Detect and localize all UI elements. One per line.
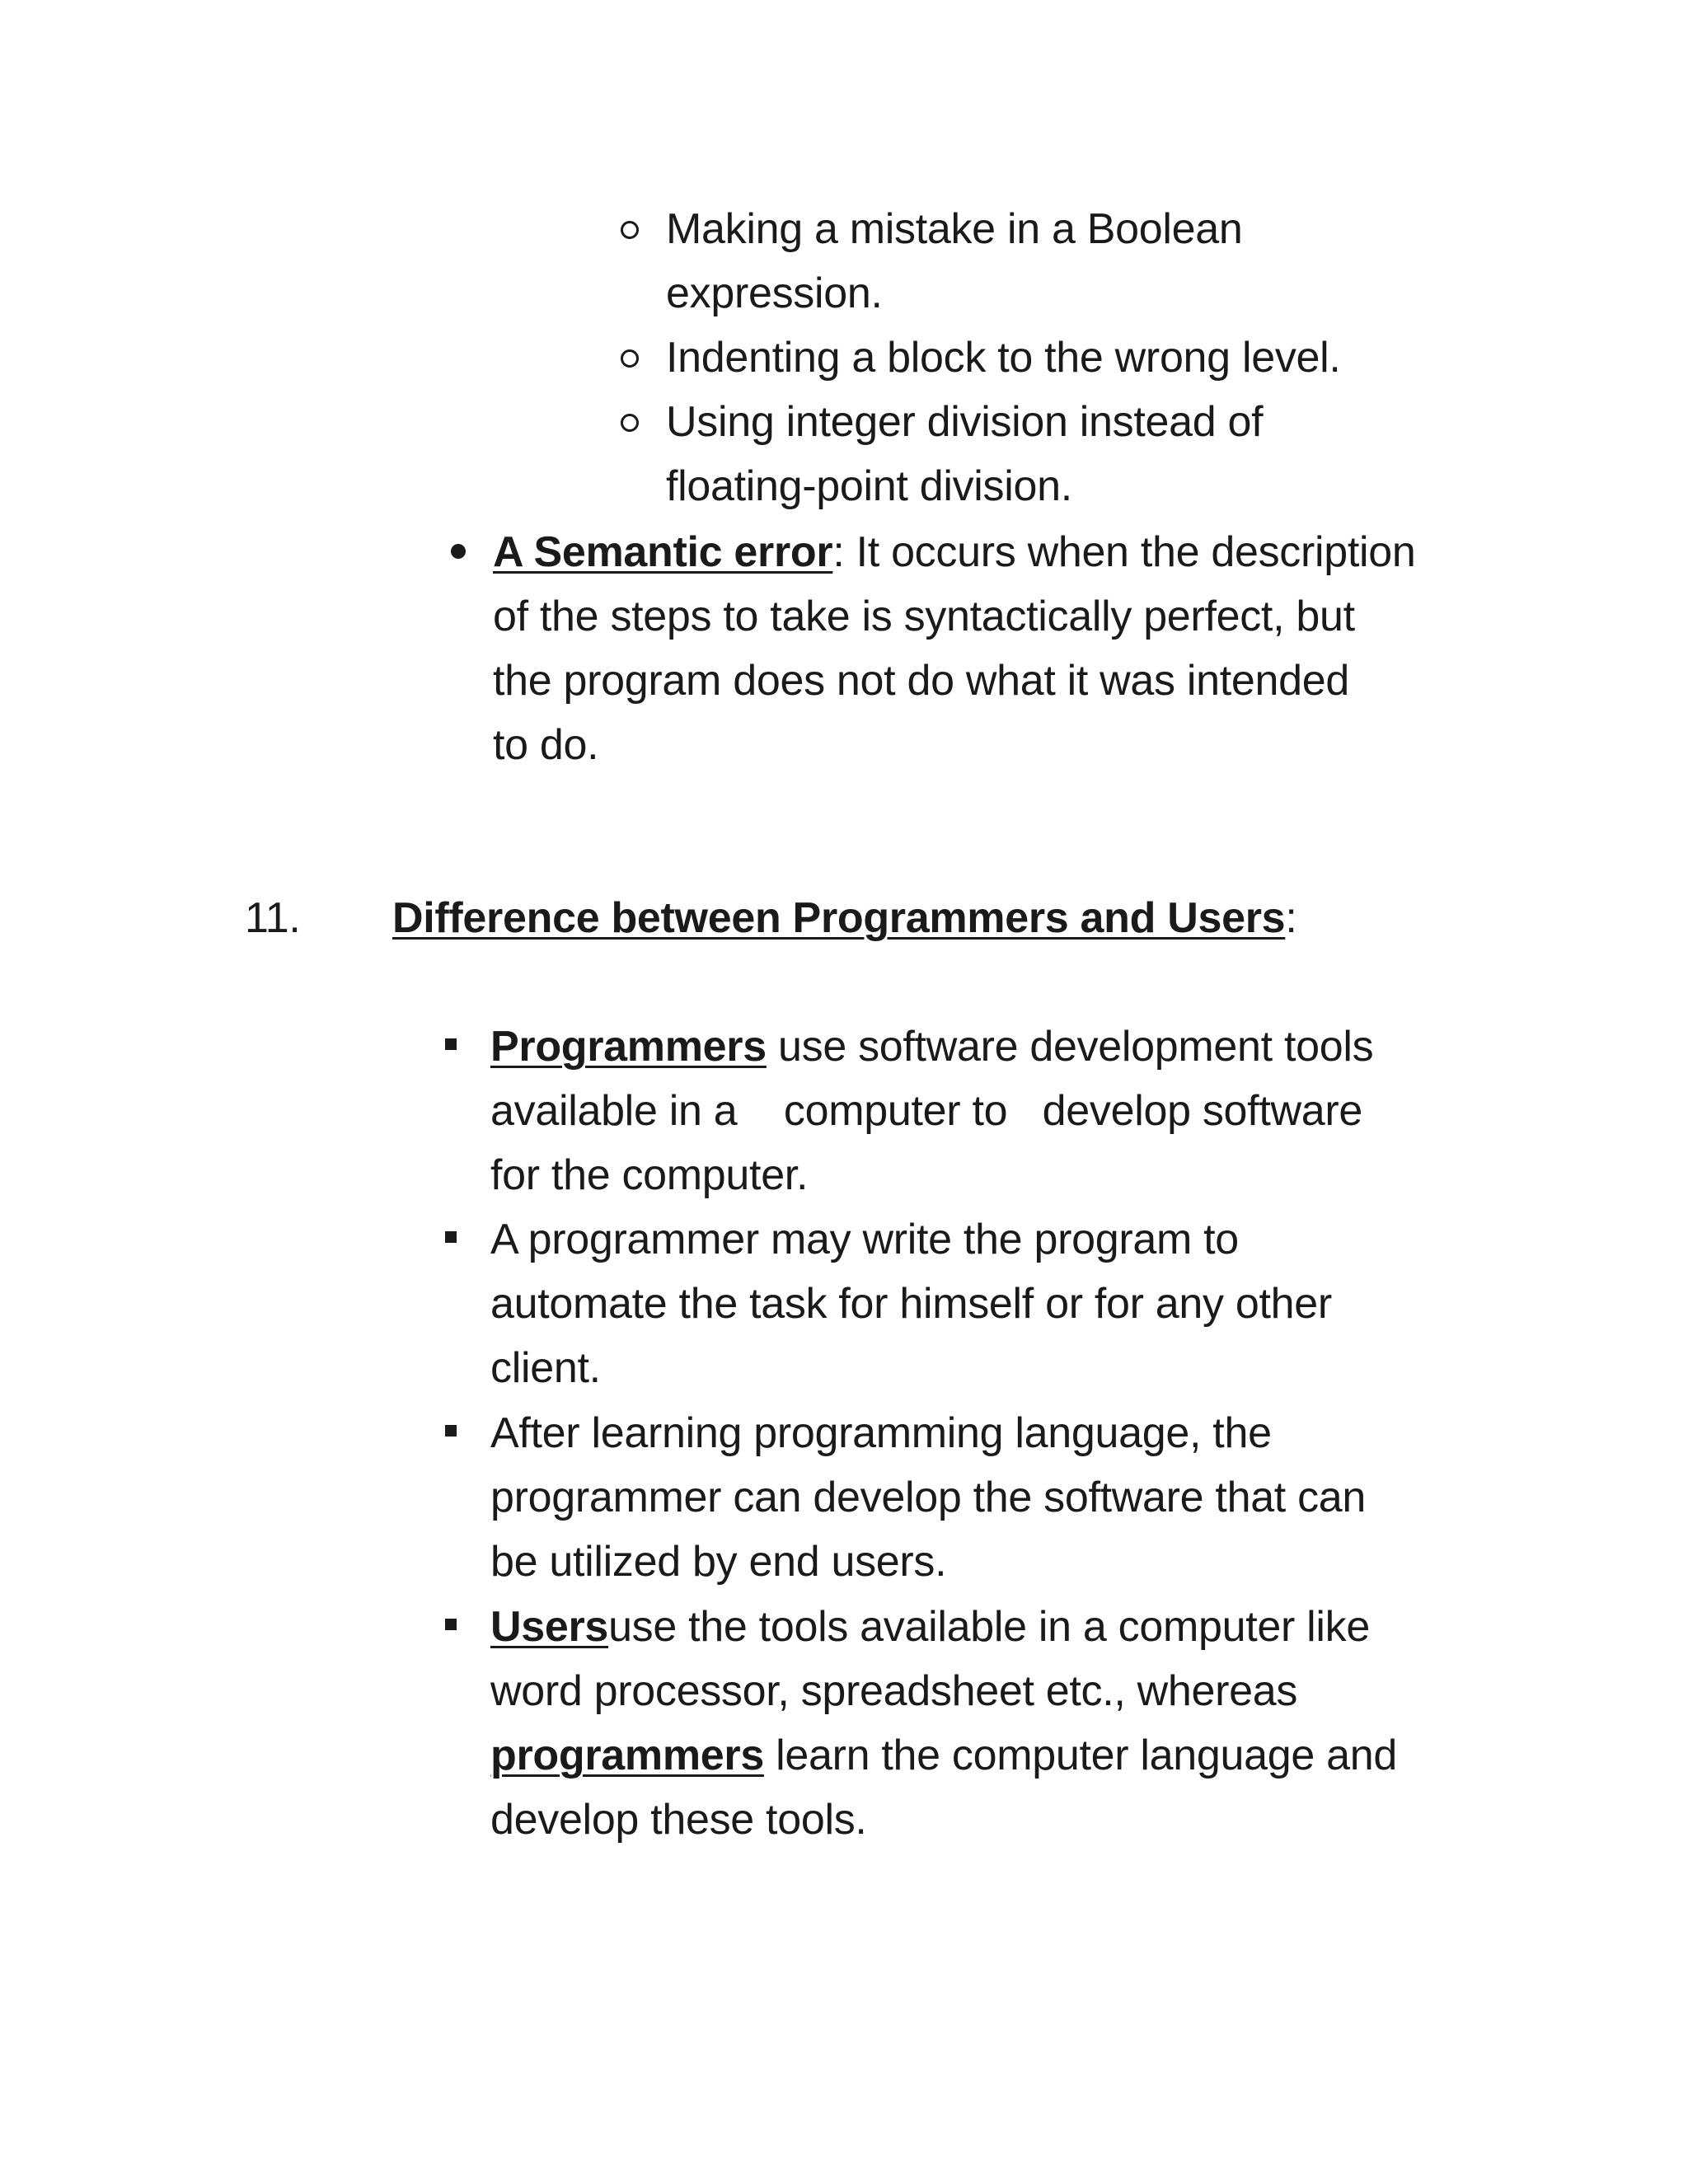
- programmer-automate-line-2: automate the task for himself or for any other: [490, 1280, 1332, 1328]
- programmers-bullet-line-1: [490, 1022, 1373, 1071]
- section-number: 11.: [245, 894, 301, 942]
- users-text-3: learn the computer language and: [763, 1732, 1398, 1779]
- after-learning-line-2: programmer can develop the software that can: [490, 1474, 1367, 1521]
- users-bullet-line-2: word processor, spreadsheet etc., whereas: [490, 1667, 1298, 1715]
- circle-bullet-icon: [621, 349, 639, 368]
- programmers-term: Programmers: [490, 1023, 767, 1071]
- sub-bullet-2-line-1: Indenting a block to the wrong level.: [666, 334, 1341, 382]
- semantic-error-line-1: [493, 527, 1416, 577]
- sub-bullet-1-line-1: Making a mistake in a Boolean: [666, 205, 1243, 253]
- semantic-error-line-4: to do.: [493, 721, 599, 769]
- programmer-automate-line-1: A programmer may write the program to: [490, 1216, 1239, 1263]
- semantic-error-line-2: of the steps to take is syntactically perfect, but: [493, 593, 1355, 640]
- programmers-term-2: programmers: [490, 1732, 764, 1779]
- users-bullet-line-1: [490, 1602, 1370, 1652]
- users-term: Users: [490, 1603, 609, 1651]
- circle-bullet-icon: [621, 221, 639, 239]
- semantic-error-term: A Semantic error: [493, 528, 833, 576]
- section-heading-text: Difference between Programmers and Users: [392, 894, 1286, 942]
- square-bullet-icon: [445, 1038, 457, 1050]
- square-bullet-icon: [445, 1425, 457, 1436]
- users-bullet-line-4: develop these tools.: [490, 1796, 867, 1844]
- programmers-bullet-line-2: available in a computer to develop software: [490, 1087, 1362, 1135]
- section-heading-colon: :: [1285, 894, 1297, 942]
- sub-bullet-3-line-1: Using integer division instead of: [666, 398, 1264, 446]
- square-bullet-icon: [445, 1231, 457, 1243]
- circle-bullet-icon: [621, 414, 639, 432]
- sub-bullet-1-line-2: expression.: [666, 269, 883, 317]
- sub-bullet-3-line-2: floating-point division.: [666, 462, 1072, 510]
- semantic-error-line-3: the program does not do what it was intended: [493, 657, 1350, 705]
- square-bullet-icon: [445, 1619, 457, 1630]
- users-bullet-line-3: [490, 1731, 1397, 1780]
- programmer-automate-line-3: client.: [490, 1344, 601, 1392]
- programmers-text: use software development tools: [766, 1023, 1374, 1071]
- programmers-bullet-line-3: for the computer.: [490, 1151, 809, 1199]
- semantic-error-text: : It occurs when the description: [832, 528, 1416, 576]
- after-learning-line-1: After learning programming language, the: [490, 1409, 1272, 1457]
- round-bullet-icon: [451, 544, 466, 559]
- section-heading: [392, 893, 1296, 943]
- after-learning-line-3: be utilized by end users.: [490, 1538, 947, 1586]
- users-text: use the tools available in a computer like: [608, 1603, 1370, 1651]
